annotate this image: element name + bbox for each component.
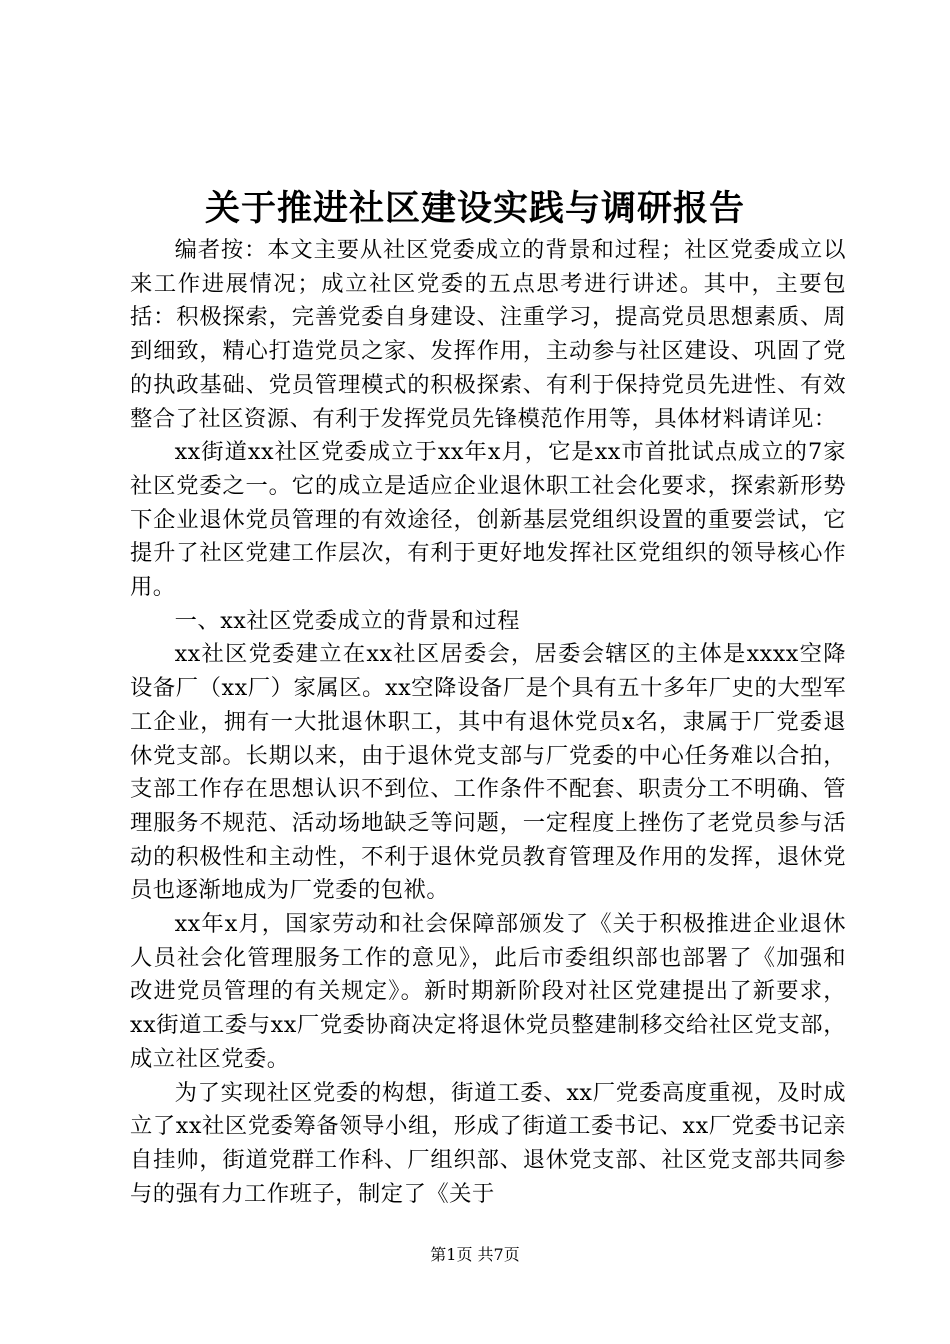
paragraph-policy: xx年x月，国家劳动和社会保障部颁发了《关于积极推进企业退休人员社会化管理服务工作的意见》，此后市委组织部也部署了《加强和改进党员管理的有关规定》。新时期新阶段对社区党建提出了新要求，xx街道工委与xx厂党委协商决定将退休党员整建制移交给社区党支部，成立社区党委。 bbox=[130, 911, 846, 1072]
paragraph-background: xx社区党委建立在xx社区居委会，居委会辖区的主体是xxxx空降设备厂（xx厂）家属区。xx空降设备厂是个具有五十多年厂史的大型军工企业，拥有一大批退休职工，其中有退休党员x名，隶属于厂党委退休党支部。长期以来，由于退休党支部与厂党委的中心任务难以合拍，支部工作存在思想认识不到位、工作条件不配套、职责分工不明确、管理服务不规范、活动场地缺乏等问题，一定程度上挫伤了老党员参与活动的积极性和主动性，不利于退休党员教育管理及作用的发挥，退休党员也逐渐地成为厂党委的包袱。 bbox=[130, 641, 846, 904]
paragraph-introduction: xx街道xx社区党委成立于xx年x月，它是xx市首批试点成立的7家社区党委之一。它的成立是适应企业退休职工社会化要求，探索新形势下企业退休党员管理的有效途径，创新基层党组织设置的重要尝试，它提升了社区党建工作层次，有利于更好地发挥社区党组织的领导核心作用。 bbox=[130, 439, 846, 601]
document-body bbox=[130, 234, 846, 1211]
paragraph-editor-note: 编者按：本文主要从社区党委成立的背景和过程；社区党委成立以来工作进展情况；成立社区党委的五点思考进行讲述。其中，主要包括：积极探索，完善党委自身建设、注重学习，提高党员思想素质、周到细致，精心打造党员之家、发挥作用，主动参与社区建设、巩固了党的执政基础、党员管理模式的积极探索、有利于保持党员先进性、有效整合了社区资源、有利于发挥党员先锋模范作用等，具体材料请详见： bbox=[130, 237, 846, 432]
paragraph-preparation: 为了实现社区党委的构想，街道工委、xx厂党委高度重视，及时成立了xx社区党委筹备领导小组，形成了街道工委书记、xx厂党委书记亲自挂帅，街道党群工作科、厂组织部、退休党支部、社区党支部共同参与的强有力工作班子，制定了《关于 bbox=[130, 1079, 846, 1207]
page-number: 第1页 共7页 bbox=[430, 1245, 520, 1264]
document-title: 关于推进社区建设实践与调研报告 bbox=[204, 188, 745, 229]
section-heading: 一、xx社区党委成立的背景和过程 bbox=[174, 607, 520, 634]
